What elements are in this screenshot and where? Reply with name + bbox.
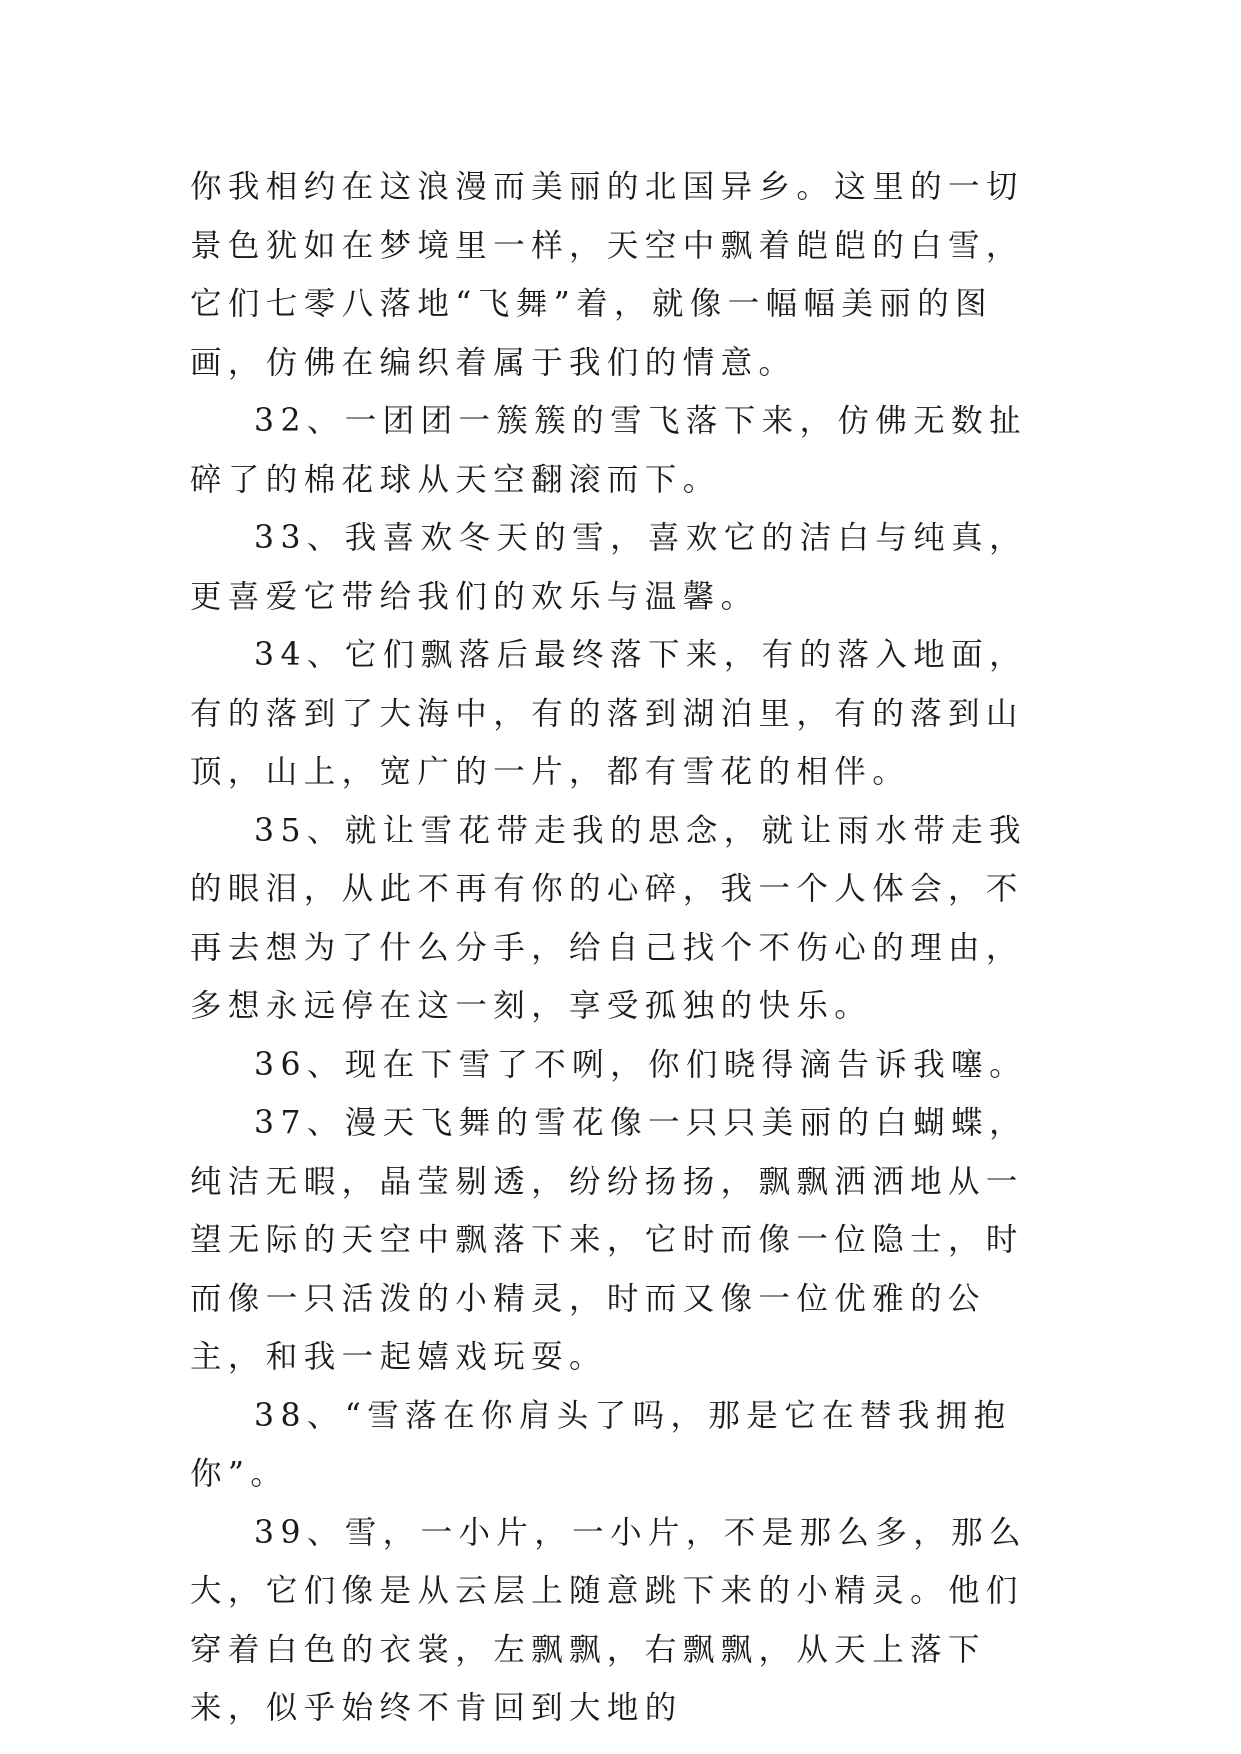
paragraph-continuation: 你我相约在这浪漫而美丽的北国异乡。这里的一切景色犹如在梦境里一样，天空中飘着皑皑的白雪，它们七零八落地“飞舞”着，就像一幅幅美丽的图画，仿佛在编织着属于我们的情意。 (190, 169, 1024, 381)
paragraph-34: 34、它们飘落后最终落下来，有的落入地面，有的落到了大海中，有的落到湖泊里，有的落到山顶，山上，宽广的一片，都有雪花的相伴。 (190, 637, 1027, 790)
paragraph-38: 38、“雪落在你肩头了吗，那是它在替我拥抱你”。 (190, 1397, 1012, 1492)
paragraph-32: 32、一团团一簇簇的雪飞落下来，仿佛无数扯碎了的棉花球从天空翻滚而下。 (190, 403, 1027, 498)
paragraph-35: 35、就让雪花带走我的思念，就让雨水带走我的眼泪，从此不再有你的心碎，我一个人体会，不再去想为了什么分手，给自己找个不伤心的理由，多想永远停在这一刻，享受孤独的快乐。 (190, 812, 1027, 1024)
paragraph-39: 39、雪，一小片，一小片，不是那么多，那么大，它们像是从云层上随意跳下来的小精灵。他们穿着白色的衣裳，左飘飘，右飘飘，从天上落下来，似乎始终不肯回到大地的 (190, 1514, 1027, 1726)
paragraph-33: 33、我喜欢冬天的雪，喜欢它的洁白与纯真，更喜爱它带给我们的欢乐与温馨。 (190, 520, 1027, 615)
document-page (190, 158, 1060, 1738)
paragraph-36: 36、现在下雪了不咧，你们晓得滴告诉我噻。 (254, 1046, 1027, 1083)
paragraph-37: 37、漫天飞舞的雪花像一只只美丽的白蝴蝶，纯洁无暇，晶莹剔透，纷纷扬扬，飘飘洒洒地从一望无际的天空中飘落下来，它时而像一位隐士，时而像一只活泼的小精灵，时而又像一位优雅的公主，和我一起嬉戏玩耍。 (190, 1105, 1027, 1375)
